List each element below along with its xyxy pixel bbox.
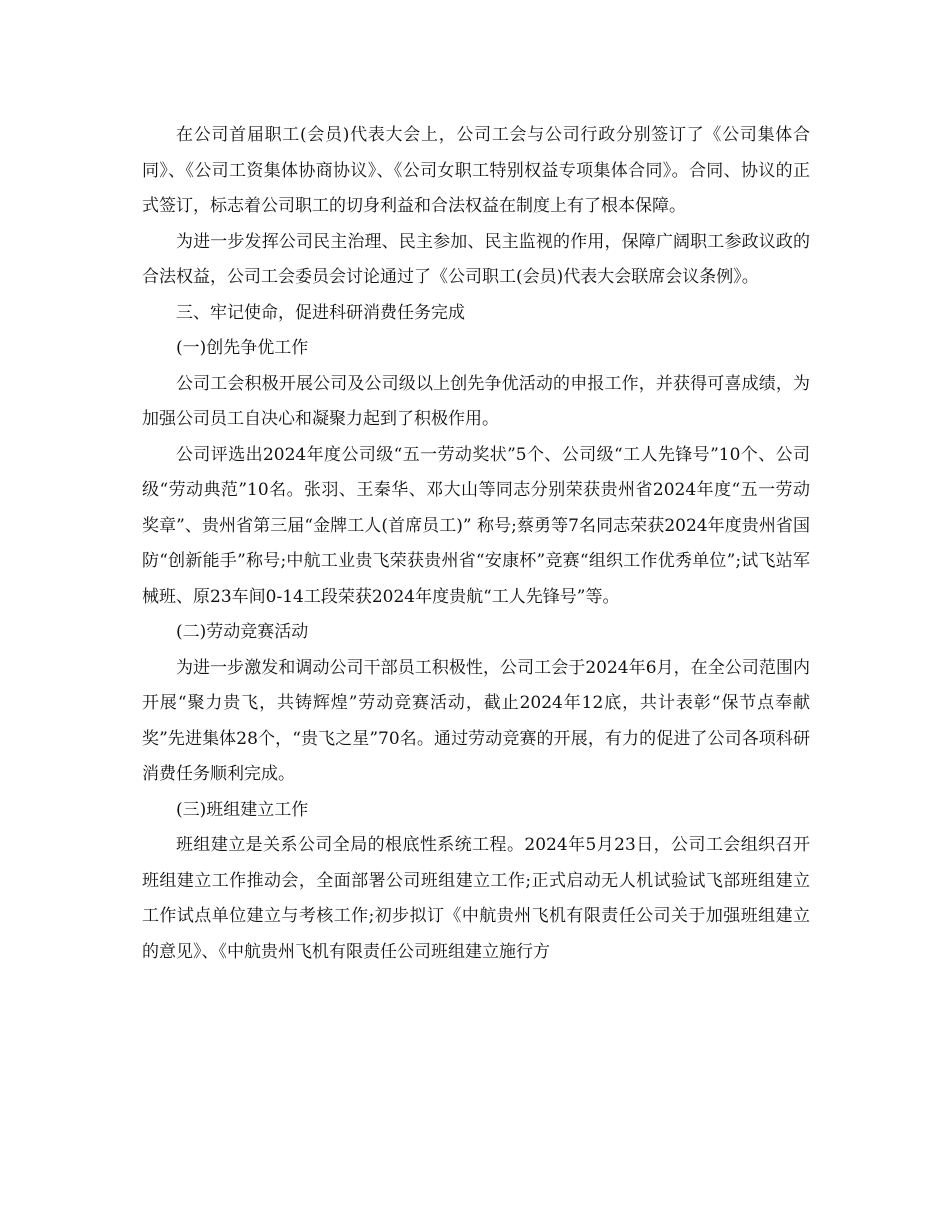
paragraph-excellence-application: 公司工会积极开展公司及公司级以上创先争优活动的申报工作，并获得可喜成绩，为加强公司员工自决心和凝聚力起到了积极作用。 bbox=[142, 373, 810, 429]
document-body bbox=[142, 118, 810, 970]
paragraph-labor-competition: 为进一步激发和调动公司干部员工积极性，公司工会于2024年6月，在全公司范围内开展“聚力贵飞，共铸辉煌”劳动竞赛活动，截止2024年12底，共计表彰“保节点奉献奖”先进集体28个，“贵飞之星”70名。通过劳动竞赛的开展，有力的促进了公司各项科研消费任务顺利完成。 bbox=[142, 657, 810, 784]
paragraph-awards: 公司评选出2024年度公司级“五一劳动奖状”5个、公司级“工人先锋号”10个、公司级“劳动典范”10名。张羽、王秦华、邓大山等同志分别荣获贵州省2024年度“五一劳动奖章”、贵州省第三届“金牌工人(首席员工)” 称号;蔡勇等7名同志荣获2024年度贵州省国防“创新能手”称号;中航工业贵飞荣获贵州省“安康杯”竞赛“组织工作优秀单位”;试飞站军械班、原23车间0-14工段荣获2024年度贵航“工人先锋号”等。 bbox=[142, 444, 810, 607]
subsection-heading-labor-competition: (二)劳动竞赛活动 bbox=[176, 622, 309, 642]
paragraph-team-building: 班组建立是关系公司全局的根底性系统工程。2024年5月23日，公司工会组织召开班组建立工作推动会，全面部署公司班组建立工作;正式启动无人机试验试飞部班组建立工作试点单位建立与考核工作;初步拟订《中航贵州飞机有限责任公司关于加强班组建立的意见》、《中航贵州飞机有限责任公司班组建立施行方 bbox=[142, 835, 810, 962]
subsection-heading-excellence: (一)创先争优工作 bbox=[176, 338, 309, 358]
paragraph-democratic-governance: 为进一步发挥公司民主治理、民主参加、民主监视的作用，保障广阔职工参政议政的合法权益，公司工会委员会讨论通过了《公司职工(会员)代表大会联席会议条例》。 bbox=[142, 231, 810, 287]
section-heading-mission: 三、牢记使命，促进科研消费任务完成 bbox=[176, 302, 465, 323]
paragraph-contract-signing: 在公司首届职工(会员)代表大会上，公司工会与公司行政分别签订了《公司集体合同》、《公司工资集体协商协议》、《公司女职工特别权益专项集体合同》。合同、协议的正式签订，标志着公司职工的切身利益和合法权益在制度上有了根本保障。 bbox=[142, 125, 810, 216]
subsection-heading-team-building: (三)班组建立工作 bbox=[176, 799, 309, 820]
